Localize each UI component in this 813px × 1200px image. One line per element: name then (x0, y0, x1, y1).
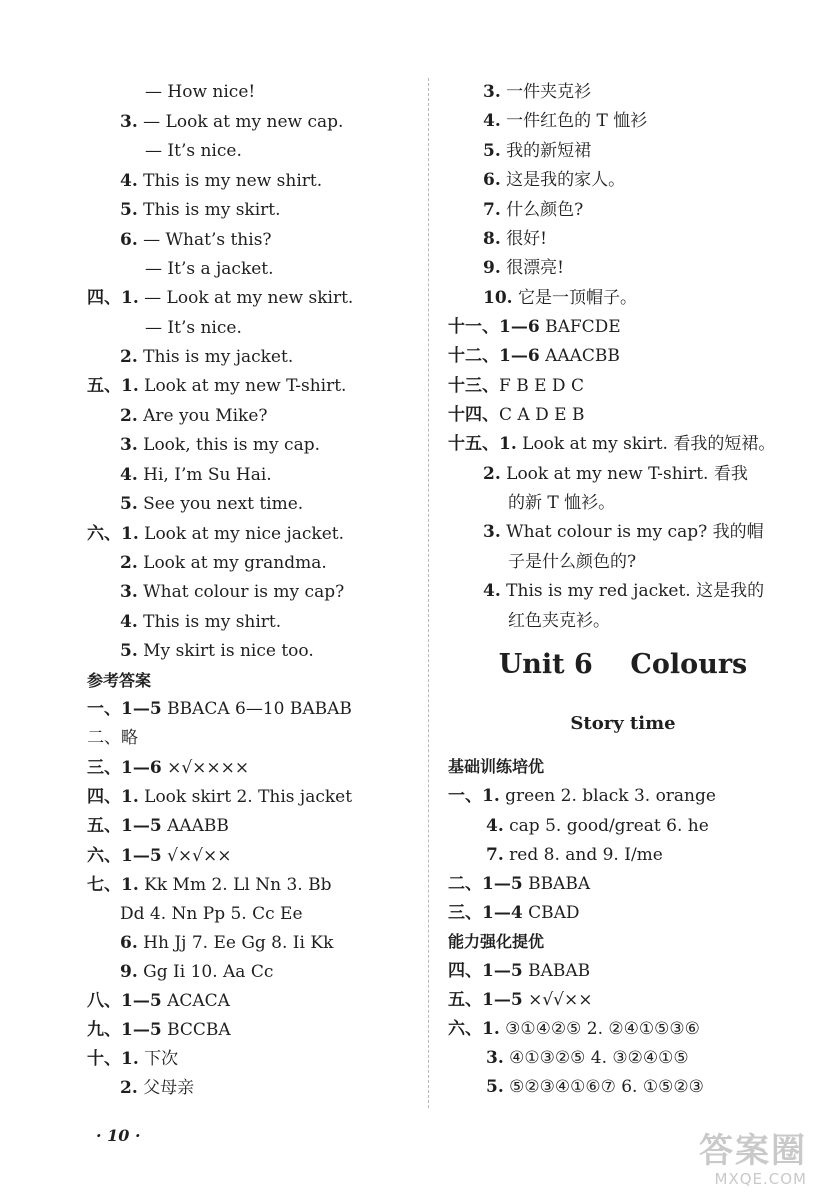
answer-line: Dd 4. Nn Pp 5. Cc Ee (120, 904, 303, 924)
item-number: 一、1. (448, 786, 500, 806)
answer-line (483, 110, 647, 132)
item-number: 六、1—5 (87, 846, 162, 866)
answer-text: BABAB (522, 961, 591, 981)
answer-line (448, 404, 584, 426)
item-number: 5. (120, 200, 138, 220)
answer-text: √×√×× (161, 846, 232, 866)
answer-text: This is my red jacket. 这是我的 (500, 581, 765, 601)
answer-line (87, 375, 346, 397)
answer-text: red 8. and 9. I/me (503, 845, 663, 865)
page-number: · 10 · (96, 1126, 141, 1145)
item-number: 八、1—5 (87, 991, 162, 1011)
answer-line: 红色夹克衫。 (508, 611, 610, 631)
answer-line: — It’s nice. (145, 318, 242, 338)
answer-line (483, 287, 637, 309)
answer-text: Are you Mike? (137, 406, 268, 426)
item-number: 五、1—5 (448, 990, 523, 1010)
item-number: 4. (120, 171, 138, 191)
item-number: 六、1. (87, 524, 139, 544)
item-number: 七、1. (87, 875, 139, 895)
answer-text: F B E D C (499, 376, 584, 396)
answer-line (87, 698, 352, 720)
answer-text: — What’s this? (137, 230, 272, 250)
answer-text: This is my new shirt. (137, 171, 323, 191)
watermark-text: 答案圈 (699, 1132, 807, 1171)
item-number: 9. (120, 962, 138, 982)
answer-text: Kk Mm 2. Ll Nn 3. Bb (138, 875, 332, 895)
answer-text: Look, this is my cap. (137, 435, 321, 455)
answer-text: 一件夹克衫 (500, 82, 592, 102)
answer-line (448, 785, 716, 807)
answer-text: ③①④②⑤ 2. ②④①⑤③⑥ (499, 1019, 700, 1039)
item-number: 四、1. (87, 787, 139, 807)
item-number: 8. (483, 229, 501, 249)
answer-text: C A D E B (499, 405, 585, 425)
answer-line (483, 463, 748, 485)
item-number: 2. (120, 553, 138, 573)
answer-line: — How nice! (145, 82, 256, 102)
answer-line: 子是什么颜色的? (508, 552, 637, 572)
answer-line (448, 902, 579, 924)
answer-line (486, 815, 709, 837)
answer-text: Look at my new T-shirt. (138, 376, 347, 396)
item-number: 5. (120, 494, 138, 514)
answer-text: See you next time. (137, 494, 304, 514)
answer-line: — It’s a jacket. (145, 259, 274, 279)
answer-text: Look at my nice jacket. (138, 524, 345, 544)
answer-text: ⑤②③④①⑥⑦ 6. ①⑤②③ (503, 1077, 704, 1097)
item-number: 十一、1—6 (448, 317, 540, 337)
answer-text: 它是一顶帽子。 (512, 288, 637, 308)
item-number: 5. (486, 1077, 504, 1097)
answer-text: ④①③②⑤ 4. ③②④①⑤ (503, 1048, 689, 1068)
item-number: 3. (483, 522, 501, 542)
answer-text: Look at my grandma. (137, 553, 327, 573)
answer-text: — Look at my new skirt. (138, 288, 354, 308)
item-number: 十三、 (448, 376, 499, 396)
answer-line (87, 1019, 231, 1041)
answer-line (448, 375, 584, 397)
answer-text: — Look at my new cap. (137, 112, 344, 132)
answer-text: Hi, I’m Su Hai. (137, 465, 272, 485)
item-number: 9. (483, 258, 501, 278)
answer-line (87, 757, 249, 779)
answer-text: BBACA 6—10 BABAB (161, 699, 352, 719)
answer-text: AAABB (161, 816, 229, 836)
answer-text: 父母亲 (137, 1078, 195, 1098)
item-number: 2. (483, 464, 501, 484)
item-number: 3. (483, 82, 501, 102)
item-number: 3. (120, 435, 138, 455)
unit-title: Unit 6 Colours (498, 649, 748, 680)
answer-line (120, 346, 293, 368)
answer-text: CBAD (522, 903, 580, 923)
answer-line: 二、略 (87, 728, 138, 748)
answer-text: Hh Jj 7. Ee Gg 8. Ii Kk (137, 933, 334, 953)
answer-line (87, 874, 331, 896)
item-number: 三、1—4 (448, 903, 523, 923)
answer-line (87, 1048, 178, 1070)
item-number: 九、1—5 (87, 1020, 162, 1040)
item-number: 四、1. (87, 288, 139, 308)
answer-line (87, 523, 344, 545)
answer-text: This is my jacket. (137, 347, 294, 367)
item-number: 4. (483, 581, 501, 601)
answer-line (448, 873, 590, 895)
answer-line (483, 228, 547, 250)
item-number: 3. (486, 1048, 504, 1068)
answer-text: Gg Ii 10. Aa Cc (137, 962, 274, 982)
answer-line (483, 140, 591, 162)
section-title: Story time (570, 713, 676, 734)
answer-line (483, 580, 764, 602)
answer-line (120, 640, 314, 662)
section-heading: 基础训练培优 (448, 757, 545, 776)
answer-text: ACACA (161, 991, 230, 1011)
item-number: 三、1—6 (87, 758, 162, 778)
answer-line (120, 932, 333, 954)
answer-line (120, 961, 273, 983)
item-number: 3. (120, 112, 138, 132)
answer-text: Look at my skirt. 看我的短裙。 (516, 434, 776, 454)
item-number: 5. (120, 641, 138, 661)
answer-line: — It’s nice. (145, 141, 242, 161)
item-number: 十四、 (448, 405, 499, 425)
item-number: 六、1. (448, 1019, 500, 1039)
item-number: 十、1. (87, 1049, 139, 1069)
answer-text: My skirt is nice too. (137, 641, 314, 661)
answer-line (120, 581, 344, 603)
answer-line (120, 493, 303, 515)
item-number: 2. (120, 406, 138, 426)
answer-line (486, 1047, 689, 1069)
item-number: 4. (486, 816, 504, 836)
item-number: 4. (483, 111, 501, 131)
answer-text: 这是我的家人。 (500, 170, 626, 190)
answer-text: Look skirt 2. This jacket (138, 787, 353, 807)
answer-text: 很好! (500, 229, 547, 249)
answer-line (87, 845, 231, 867)
item-number: 十五、1. (448, 434, 517, 454)
item-number: 7. (483, 200, 501, 220)
column-divider (428, 78, 429, 1108)
answer-line (483, 169, 625, 191)
answer-text: 下次 (138, 1049, 179, 1069)
answer-text: BBABA (522, 874, 591, 894)
answer-line: 的新 T 恤衫。 (508, 493, 616, 513)
answer-line (483, 199, 583, 221)
answer-text: 很漂亮! (500, 258, 564, 278)
item-number: 十二、1—6 (448, 346, 540, 366)
answer-text: 我的新短裙 (500, 141, 592, 161)
item-number: 2. (120, 347, 138, 367)
answer-line (120, 111, 343, 133)
answer-line (87, 990, 230, 1012)
item-number: 6. (120, 933, 138, 953)
answer-line (483, 257, 564, 279)
answer-text: Look at my new T-shirt. 看我 (500, 464, 748, 484)
answer-line (120, 229, 272, 251)
answer-text: BCCBA (161, 1020, 231, 1040)
section-heading: 参考答案 (87, 671, 152, 690)
answer-line (448, 316, 621, 338)
answer-line (120, 464, 272, 486)
answer-text: cap 5. good/great 6. he (503, 816, 709, 836)
answer-line (120, 611, 281, 633)
answer-text: BAFCDE (539, 317, 621, 337)
item-number: 4. (120, 612, 138, 632)
answer-line (120, 434, 320, 456)
answer-text: This is my shirt. (137, 612, 282, 632)
item-number: 二、1—5 (448, 874, 523, 894)
answer-line (483, 81, 591, 103)
item-number: 5. (483, 141, 501, 161)
answer-line (120, 170, 322, 192)
section-heading: 能力强化提优 (448, 932, 545, 951)
answer-text: What colour is my cap? (137, 582, 345, 602)
answer-line (120, 199, 281, 221)
answer-text: AAACBB (539, 346, 620, 366)
answer-line (120, 552, 327, 574)
item-number: 7. (486, 845, 504, 865)
answer-line (448, 989, 592, 1011)
answer-text: This is my skirt. (137, 200, 281, 220)
answer-line (486, 1076, 704, 1098)
answer-text: What colour is my cap? 我的帽 (500, 522, 764, 542)
answer-text: ×√√×× (522, 990, 593, 1010)
answer-line (448, 960, 590, 982)
answer-line (486, 844, 663, 866)
answer-line (448, 345, 620, 367)
answer-text: green 2. black 3. orange (499, 786, 716, 806)
watermark (657, 1132, 807, 1194)
answer-text: ×√×××× (161, 758, 250, 778)
item-number: 4. (120, 465, 138, 485)
item-number: 10. (483, 288, 513, 308)
answer-line (120, 405, 268, 427)
item-number: 五、1—5 (87, 816, 162, 836)
watermark-url: MXQE.COM (714, 1170, 807, 1188)
answer-line (87, 815, 229, 837)
answer-line (87, 287, 353, 309)
answer-line (120, 1077, 194, 1099)
item-number: 五、1. (87, 376, 139, 396)
answer-text: 什么颜色? (500, 200, 584, 220)
answer-text: 一件红色的 T 恤衫 (500, 111, 648, 131)
answer-line (448, 1018, 700, 1040)
item-number: 6. (120, 230, 138, 250)
item-number: 2. (120, 1078, 138, 1098)
item-number: 四、1—5 (448, 961, 523, 981)
answer-line (483, 521, 764, 543)
answer-line (87, 786, 352, 808)
item-number: 6. (483, 170, 501, 190)
item-number: 3. (120, 582, 138, 602)
item-number: 一、1—5 (87, 699, 162, 719)
answer-line (448, 433, 775, 455)
